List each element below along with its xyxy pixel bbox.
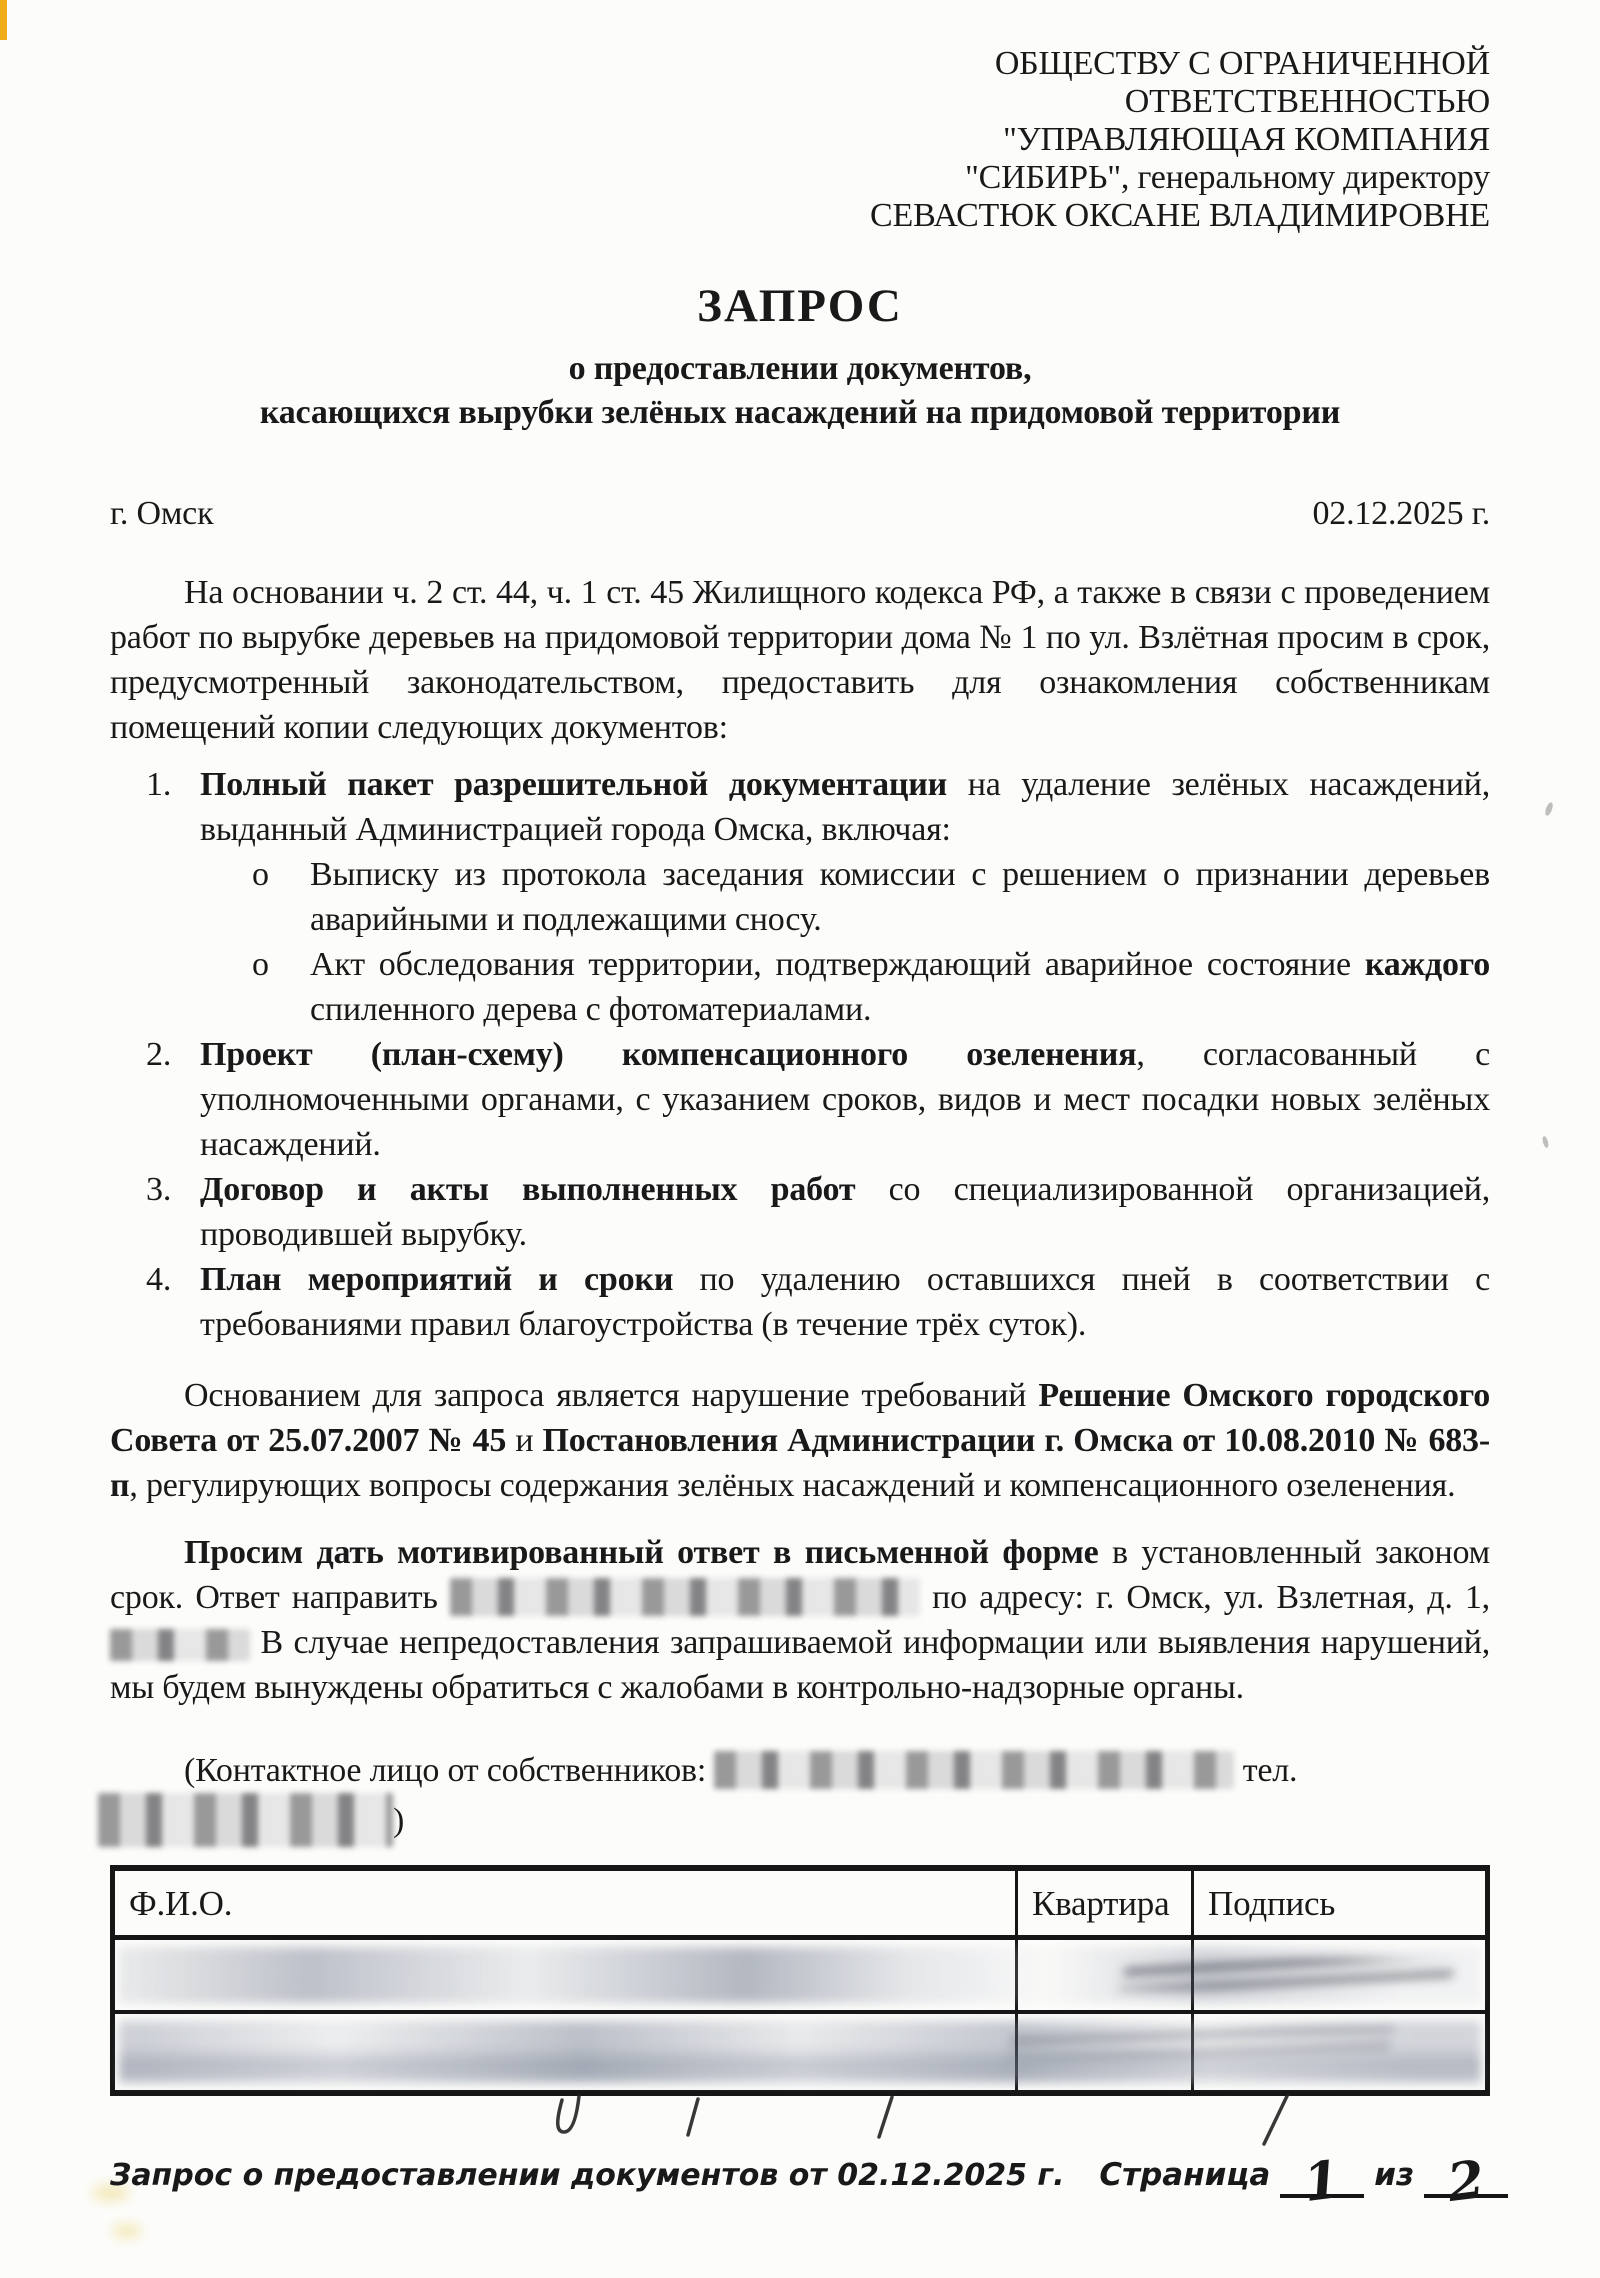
sub-item-2-bold: каждого [1364, 946, 1490, 983]
redacted-apartment [110, 1629, 250, 1661]
footer-pagination [1099, 2140, 1508, 2214]
sub-item-2-text: спиленного дерева с фотоматериалами. [310, 991, 872, 1028]
request-text: в установленный законом срок. Ответ направить [110, 1534, 1490, 1616]
handwritten-marks [110, 2094, 1490, 2146]
sub-list-item-1: o Выписку из протокола заседания комиссии с решением о признании деревьев аварийными и подлежащими сносу. [200, 852, 1490, 942]
slash-stroke [688, 2099, 698, 2135]
addressee-line: ОТВЕТСТВЕННОСТЬЮ [1124, 83, 1490, 120]
list-item-2-text: , согласованный с уполномоченными органами, с указанием сроков, видов и мест посадки новых зелёных насаждений. [200, 1036, 1490, 1163]
sub-list [200, 852, 1490, 1032]
list-item-4 [110, 1257, 1490, 1347]
documents-list [110, 762, 1490, 1347]
handwritten-page-total: 2 [1444, 2149, 1488, 2214]
table-row [115, 2014, 1485, 2090]
list-item-2 [110, 1032, 1490, 1167]
sub-item-2-text: Акт обследования территории, подтверждающий аварийное состояние [310, 946, 1365, 983]
scan-speck [1544, 801, 1554, 816]
contact-tel-label: тел. [1234, 1752, 1298, 1789]
list-item-3-bold: Договор и акты выполненных работ [200, 1171, 856, 1208]
redacted-contact-phone [98, 1793, 393, 1847]
basis-paragraph [110, 1373, 1490, 1508]
signature-table-header [115, 1871, 1485, 1940]
handwritten-page-number: 1 [1300, 2149, 1344, 2214]
document-subtitle: о предоставлении документов, [568, 350, 1032, 387]
basis-bold-2: Постановления Администрации г. Омска от 10.08.2010 № 683-п [110, 1422, 1490, 1504]
slash-stroke [1264, 2094, 1288, 2144]
basis-text: и [506, 1422, 543, 1459]
pen-strokes-graphic [110, 2094, 1490, 2146]
request-text: В случае непредоставления запрашиваемой информации или выявления нарушений, мы будем вынуждены обратиться с жалобами в контрольно-надзорные органы. [110, 1624, 1490, 1706]
addressee-line: "УПРАВЛЯЮЩАЯ КОМПАНИЯ [1002, 121, 1490, 158]
request-text: по адресу: г. Омск, ул. Взлетная, д. 1, [919, 1579, 1490, 1616]
list-item-3 [110, 1167, 1490, 1257]
cell-fio [115, 2014, 1015, 2090]
redacted-recipient [450, 1578, 920, 1616]
contact-text: (Контактное лицо от собственников: [184, 1752, 715, 1789]
check-mark-stroke [558, 2096, 579, 2132]
page-total-slot [1424, 2140, 1508, 2214]
list-item-2-bold: Проект (план-схему) компенсационного озеленения [200, 1036, 1137, 1073]
document-date: 02.12.2025 г. [1312, 495, 1490, 532]
request-bold: Просим дать мотивированный ответ в письменной форме [184, 1534, 1099, 1571]
column-header-fio: Ф.И.О. [129, 1884, 233, 1923]
list-item-1-text: на удаление зелёных насаждений, выданный Администрацией города Омска, включая: [200, 766, 1490, 848]
scan-stain [112, 2224, 142, 2238]
page-footer [110, 2140, 1508, 2214]
list-item-1 [110, 762, 1490, 1032]
cell-signature [1191, 1940, 1485, 2010]
footer-document-label: Запрос о предоставлении документов от 02.12.2025 г. [110, 2158, 1065, 2193]
list-item-3-text: со специализированной организацией, проводившей вырубку. [200, 1171, 1491, 1253]
scan-edge-artifact [0, 0, 7, 40]
cell-fio [115, 1940, 1015, 2010]
cell-apartment [1015, 1940, 1191, 2010]
document-title: ЗАПРОС [697, 280, 903, 332]
signature-table [110, 1865, 1490, 2096]
column-header-signature: Подпись [1191, 1871, 1485, 1935]
sub-list-item-2 [200, 942, 1490, 1032]
addressee-line: ОБЩЕСТВУ С ОГРАНИЧЕННОЙ [994, 45, 1490, 82]
addressee-line: "СИБИРЬ", генеральному директору [964, 159, 1490, 196]
list-item-4-bold: План мероприятий и сроки [200, 1261, 674, 1298]
addressee-line: СЕВАСТЮК ОКСАНЕ ВЛАДИМИРОВНЕ [870, 197, 1490, 234]
intro-paragraph: На основании ч. 2 ст. 44, ч. 1 ст. 45 Жилищного кодекса РФ, а также в связи с проведением работ по вырубке деревьев на придомовой территории дома № 1 по ул. Взлётная просим в срок, предусмотренный законодательством, предоставить для ознакомления собственникам помещений копии следующих документов: [110, 574, 1490, 746]
basis-text: Основанием для запроса является нарушение требований [184, 1377, 1039, 1414]
cell-apartment [1015, 2014, 1191, 2090]
list-item-4-text: по удалению оставшихся пней в соответствии с требованиями правил благоустройства (в течение трёх суток). [200, 1261, 1490, 1343]
place-date-row [110, 491, 1490, 536]
request-paragraph [110, 1530, 1490, 1710]
table-row [115, 1940, 1485, 2014]
redacted-contact-name [714, 1751, 1234, 1789]
column-header-apartment: Квартира [1015, 1871, 1191, 1935]
contact-close-paren: ) [393, 1802, 405, 1839]
basis-text: , регулирующих вопросы содержания зелёных насаждений и компенсационного озеленения. [129, 1467, 1456, 1504]
cell-signature [1191, 2014, 1485, 2090]
scan-speck [1542, 1136, 1550, 1149]
document-city: г. Омск [110, 495, 214, 532]
document-subtitle: касающихся вырубки зелёных насаждений на придомовой территории [259, 394, 1341, 431]
page-label: Страница [1099, 2157, 1271, 2193]
slash-stroke [879, 2097, 892, 2137]
of-label: из [1374, 2157, 1414, 2193]
page-number-slot [1280, 2140, 1364, 2214]
basis-bold-1: Решение Омского городского Совета от 25.07.2007 № 45 [110, 1377, 1490, 1459]
contact-paragraph [110, 1748, 1490, 1847]
addressee-block [662, 45, 1490, 235]
list-item-1-bold: Полный пакет разрешительной документации [200, 766, 948, 803]
